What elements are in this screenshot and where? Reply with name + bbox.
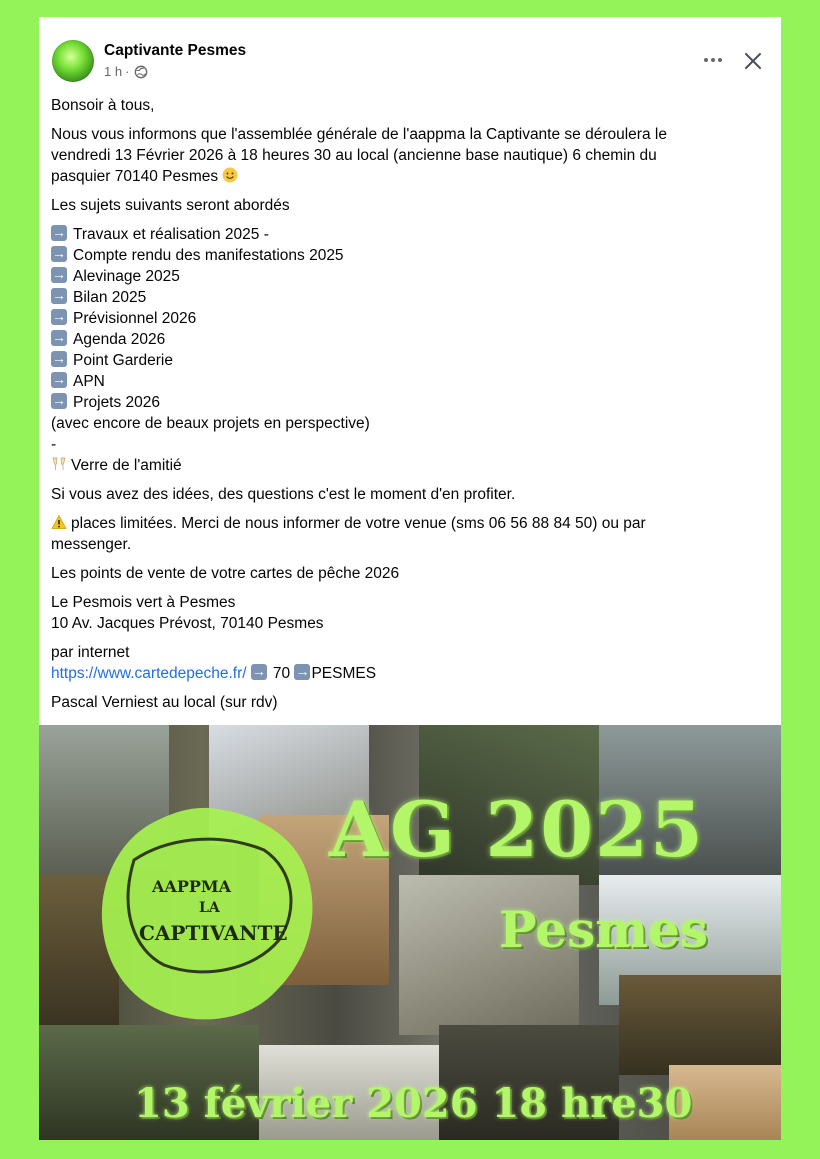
- topics-list: [51, 224, 771, 476]
- club-logo: [94, 800, 324, 1030]
- arrow-right-icon: [294, 664, 310, 680]
- arrow-right-icon: [51, 351, 67, 367]
- intro-paragraph: [51, 124, 771, 187]
- arrow-right-icon: [51, 267, 67, 283]
- arrow-right-icon: [51, 309, 67, 325]
- list-item: →Prévisionnel 2026: [51, 308, 771, 329]
- logo-text-bottom: CAPTIVANTE: [139, 921, 288, 945]
- list-item: →APN: [51, 371, 771, 392]
- list-item: →Alevinage 2025: [51, 266, 771, 287]
- intro-line: Nous vous informons que l'assemblée générale de l'aappma la Captivante se déroulera le: [51, 126, 667, 143]
- arrow-right-icon: [51, 225, 67, 241]
- topics-note: (avec encore de beaux projets en perspective): [51, 415, 370, 432]
- intro-line: vendredi 13 Février 2026 à 18 heures 30 au local (ancienne base nautique) 6 chemin du: [51, 147, 657, 164]
- ideas-paragraph: Si vous avez des idées, des questions c'est le moment d'en profiter.: [51, 486, 516, 503]
- author-name[interactable]: Captivante Pesmes: [104, 42, 247, 59]
- list-item: →Bilan 2025: [51, 287, 771, 308]
- event-banner-image[interactable]: [39, 725, 781, 1140]
- cartedepeche-link[interactable]: https://www.cartedepeche.fr/: [51, 665, 247, 682]
- post-card: [39, 17, 781, 1140]
- list-item: →Compte rendu des manifestations 2025: [51, 245, 771, 266]
- smile-emoji: [222, 167, 238, 183]
- post-time[interactable]: 1 h: [104, 64, 123, 79]
- clinking-glasses-emoji: [51, 456, 67, 472]
- list-item: →Agenda 2026: [51, 329, 771, 350]
- greeting: Bonsoir à tous,: [51, 97, 155, 114]
- globe-icon[interactable]: [134, 65, 148, 79]
- intro-line: pasquier 70140 Pesmes: [51, 166, 771, 187]
- list-item: →Travaux et réalisation 2025 -: [51, 224, 771, 245]
- arrow-right-icon: [51, 330, 67, 346]
- banner-subtitle: Pesmes: [499, 900, 709, 959]
- list-item: →Point Garderie: [51, 350, 771, 371]
- post-meta: [104, 64, 148, 79]
- places-paragraph: places limitées. Merci de nous informer de votre venue (sms 06 56 88 84 50) ou par messenger.: [51, 515, 646, 553]
- warning-emoji: [51, 514, 67, 530]
- topics-heading: Les sujets suivants seront abordés: [51, 197, 290, 214]
- meta-separator: ·: [125, 64, 130, 79]
- list-item: →Projets 2026: [51, 392, 771, 413]
- banner-date: 13 février 2026 18 hre30: [134, 1080, 693, 1127]
- close-icon[interactable]: [739, 47, 767, 75]
- verre-line: Verre de l'amitié: [51, 455, 771, 476]
- more-options-icon[interactable]: [699, 50, 727, 70]
- arrow-right-icon: [251, 664, 267, 680]
- arrow-right-icon: [51, 288, 67, 304]
- post-body: [51, 95, 771, 721]
- dash: -: [51, 436, 57, 453]
- arrow-right-icon: [51, 372, 67, 388]
- logo-text-mid: LA: [199, 900, 220, 916]
- pascal-paragraph: Pascal Verniest au local (sur rdv): [51, 694, 278, 711]
- avatar[interactable]: [52, 40, 94, 82]
- arrow-right-icon: [51, 246, 67, 262]
- banner-title: AG 2025: [329, 785, 705, 874]
- logo-text-top: AAPPMA: [152, 877, 232, 896]
- shop-paragraph: Le Pesmois vert à Pesmes 10 Av. Jacques Prévost, 70140 Pesmes: [51, 594, 324, 632]
- internet-paragraph: par internet https://www.cartedepeche.fr/ → 70 → PESMES: [51, 642, 771, 684]
- post-header: [39, 17, 781, 97]
- points-vente: Les points de vente de votre cartes de pêche 2026: [51, 565, 400, 582]
- arrow-right-icon: [51, 393, 67, 409]
